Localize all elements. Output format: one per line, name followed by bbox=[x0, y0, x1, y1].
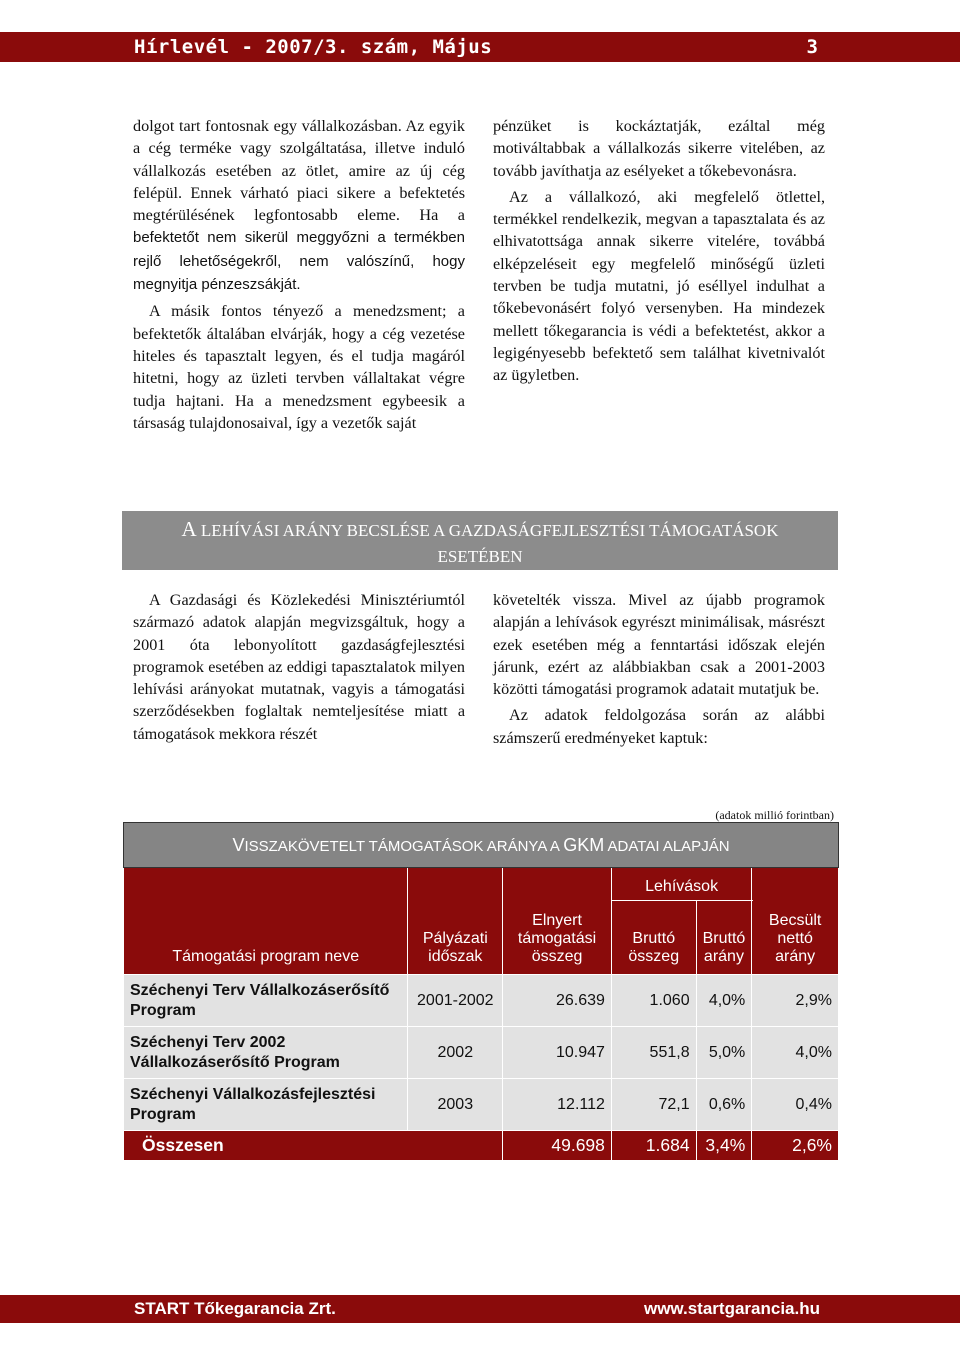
column-3-paragraph-1: A Gazdasági és Közlekedési Minisztériumtól származó adatok alapján megvizsgáltuk, hogy a 2001 óta lebonyolított gazdaságfejlesztési programok esetében az eddigi tapasztalatok milyen lehívási arányokat mutatnak, vagyis a támogatási szerződésekben foglaltak nemteljesítése miatt a támogatások mekkora részét bbox=[133, 591, 465, 743]
table-row bbox=[124, 1027, 839, 1079]
company-name: START Tőkegarancia Zrt. bbox=[134, 1299, 336, 1318]
row-won: 12.112 bbox=[503, 1079, 612, 1131]
row-program-name: Széchenyi Vállalkozásfejlesztési Program bbox=[124, 1079, 408, 1131]
column-4-paragraph-1: követelték vissza. Mivel az újabb programok alapján a lehívások egyrészt minimálisak, másrészt ezek esetében még a fenntartási időszak elején járunk, ezért az alábbiakban csak a 2001-2003 közötti támogatási programok adatait mutatjuk be. bbox=[493, 591, 825, 699]
row-net-ratio: 4,0% bbox=[752, 1027, 839, 1079]
header-withdrawals: Lehívások bbox=[611, 868, 751, 901]
table-row bbox=[124, 975, 839, 1027]
column-1 bbox=[133, 115, 465, 438]
total-net-ratio: 2,6% bbox=[752, 1131, 839, 1161]
header-gross-ratio: Bruttó arány bbox=[696, 901, 752, 975]
column-2-paragraph-1: pénzüket is kockáztatják, ezáltal még motiváltabbak a vállalkozás sikerre vitelében, az tovább javíthatja az esélyeket a tőkebevonásra. bbox=[493, 117, 825, 180]
section-heading-rest: LEHÍVÁSI ARÁNY BECSLÉSE A GAZDASÁGFEJLESZTÉSI TÁMOGATÁSOK bbox=[196, 521, 779, 540]
row-gross-ratio: 4,0% bbox=[696, 975, 752, 1027]
newsletter-title: Hírlevél - 2007/3. szám, Május bbox=[134, 36, 493, 58]
section-heading-line-1 bbox=[122, 516, 838, 544]
column-3 bbox=[133, 589, 465, 749]
section-heading bbox=[122, 511, 838, 570]
col1-text-sans: befektetőt nem sikerül meggyőzni a termékben rejlő lehetőségekről, nem valószínű, hogy megnyitja pénzeszsákját. bbox=[133, 229, 465, 294]
row-period: 2003 bbox=[408, 1079, 503, 1131]
column-2 bbox=[493, 115, 825, 391]
total-row bbox=[124, 1131, 839, 1161]
row-won: 26.639 bbox=[503, 975, 612, 1027]
reclaimed-grants-table bbox=[123, 822, 839, 1161]
col1-text-serif: dolgot tart fontosnak egy vállalkozásban. Az egyik a cég terméke vagy szolgáltatása, illetve induló vállalkozás esetében az ötlet, amire az új cég felépül. Ennek várható piaci sikere a befektetés megtérülésének legfontosabb eleme. Ha a bbox=[133, 117, 465, 225]
column-2-paragraph-2: Az a vállalkozó, aki megfelelő ötlettel, termékkel rendelkezik, megvan a tapasztalata és az elhivatottsága annak sikerre vitelére, továbbá elképzeléseit egy megfelelő minőségű üzleti tervben be tudja mutatni, jó eséllyel indulhat a tőkebevonásért folyó versenyben. Ha mindezek mellett tőkegarancia is védi a befektetést, akkor a legigényesebb befektető sem találhat kivetnivalót az ügyletben. bbox=[493, 187, 825, 385]
header-net-ratio: Becsült nettó arány bbox=[752, 868, 839, 975]
total-won: 49.698 bbox=[503, 1131, 612, 1161]
total-gross-amount: 1.684 bbox=[611, 1131, 696, 1161]
row-program-name: Széchenyi Terv Vállalkozáserősítő Program bbox=[124, 975, 408, 1027]
unit-note: (adatok millió forintban) bbox=[715, 808, 834, 822]
table-row bbox=[124, 1079, 839, 1131]
row-gross-ratio: 0,6% bbox=[696, 1079, 752, 1131]
row-gross-amount: 72,1 bbox=[611, 1079, 696, 1131]
website-link[interactable]: www.startgarancia.hu bbox=[643, 1299, 820, 1318]
row-period: 2001-2002 bbox=[408, 975, 503, 1027]
column-4 bbox=[493, 589, 825, 753]
page-number: 3 bbox=[806, 36, 818, 58]
column-4-paragraph-2: Az adatok feldolgozása során az alábbi számszerű eredményeket kaptuk: bbox=[493, 706, 825, 747]
row-net-ratio: 0,4% bbox=[752, 1079, 839, 1131]
section-heading-initial: A bbox=[181, 517, 197, 541]
row-gross-ratio: 5,0% bbox=[696, 1027, 752, 1079]
header-won-amount: Elnyert támogatási összeg bbox=[503, 868, 612, 975]
section-heading-line-2: ESETÉBEN bbox=[437, 547, 523, 566]
row-gross-amount: 551,8 bbox=[611, 1027, 696, 1079]
column-1-paragraph-2: A másik fontos tényező a menedzsment; a befektetők általában elvárják, hogy a cég vezetése hiteles és tapasztalt legyen, és el tudja magáról hitetni, hogy az üzleti tervben vállaltakat végre tudja hajtani. Ha a menedzsment egybeesik a társaság tulajdonosaival, így a vezetők saját bbox=[133, 302, 465, 432]
total-label: Összesen bbox=[124, 1131, 503, 1161]
footer-bar bbox=[0, 1295, 960, 1323]
header-program-name: Támogatási program neve bbox=[124, 868, 408, 975]
header-period: Pályázati időszak bbox=[408, 868, 503, 975]
row-gross-amount: 1.060 bbox=[611, 975, 696, 1027]
row-net-ratio: 2,9% bbox=[752, 975, 839, 1027]
table-title: VISSZAKÖVETELT TÁMOGATÁSOK ARÁNYA A GKM ADATAI ALAPJÁN bbox=[124, 823, 839, 868]
column-1-paragraph-1 bbox=[133, 115, 465, 296]
header-bar bbox=[0, 32, 960, 62]
row-period: 2002 bbox=[408, 1027, 503, 1079]
header-gross-amount: Bruttó összeg bbox=[611, 901, 696, 975]
row-won: 10.947 bbox=[503, 1027, 612, 1079]
row-program-name: Széchenyi Terv 2002 Vállalkozáserősítő Program bbox=[124, 1027, 408, 1079]
total-gross-ratio: 3,4% bbox=[696, 1131, 752, 1161]
